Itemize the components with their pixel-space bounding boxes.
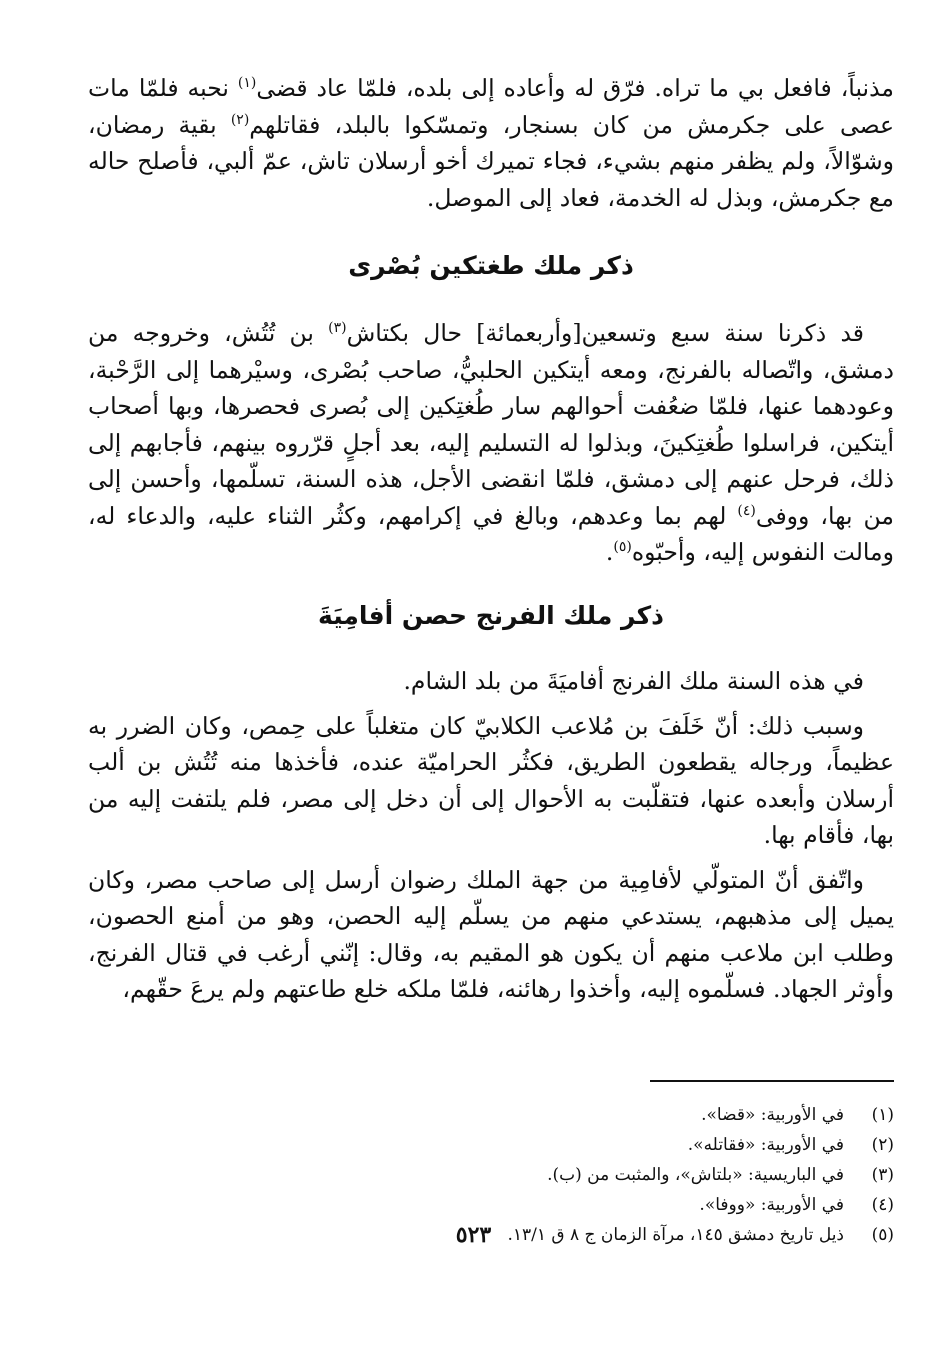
afamiya-cause-paragraph: وسبب ذلك: أنّ خَلَفَ بن مُلاعب الكلابيّ كان متغلباً على حِمص، وكان الضرر به عظيماً، ورجاله يقطعون الطريق، فكثُر الحراميّة عنده، فأخذها منه تُتُش بن ألب أرسلان وأبعده عنها، فتقلّبت به الأحوال إلى أن دخل إلى مصر، فلم يلتفت إليه من بها، فأقام بها. [88,711,894,849]
busra-text-4: . [605,538,614,566]
busra-text-3: لهم بما وعدهم، وبالغ في إكرامهم، وكثُر الثناء عليه، والدعاء له، ومالت النفوس إليه، وأحبّوه [88,501,894,566]
intro-text-2: نحبه فلمّا مات عصى على جكرمش من كان بسنجار، وتمسّكوا بالبلد، فقاتلهم [88,74,894,139]
footnote-number: (٤) [871,1195,894,1215]
busra-text-2: بن تُتُش، وخروجه من دمشق، واتّصاله بالفرنج، ومعه أيتكين الحلبيُّ، صاحب بُصْرى، وسيْرهما إلى الرَّحْبة، وعودهما عنها، فلمّا ضعُفت أحوالهم سار طُغتِكين إلى بُصرى فحصرها، وبها أصحاب أيتكين، فراسلوا طُغتِكينَ، وبذلوا له التسليم إليه، بعد أجلٍ قرّروه بينهم، فأجابهم إلى ذلك، فرحل عنهم إلى دمشق، فلمّا انقضى الأجل، هذه السنة، تسلّمها، وأحسن إلى من بها، ووفى [88,319,894,530]
afamiya-intro-paragraph: في هذه السنة ملك الفرنج أفاميَةَ من بلد الشام. [403,667,864,695]
intro-text-1: مذنباً، فافعل بي ما تراه. فرّق له وأعاده إلى بلده، فلمّا عاد قضى [256,74,894,102]
footnote-text: في الأوربية: «فقاتله». [687,1135,844,1155]
footnote-text: ذيل تاريخ دمشق ١٤٥، مرآة الزمان ج ٨ ق ١٣/١. [507,1225,844,1245]
footnote-text: في الأوربية: «ووفا». [699,1195,844,1215]
page-number: ٥٢٣ [455,1222,492,1248]
intro-text-3: بقية رمضان، وشوّالاً، ولم يظفر منهم بشيء، فجاء تميرك أخو أرسلان تاش، عمّ ألبي، فأصلح حاله مع جكرمش، وبذل له الخدمة، فعاد إلى الموصل. [88,110,894,212]
footnote-ref-2: (٢) [230,111,250,128]
footnote-item [88,1100,894,1130]
footnote-item [88,1160,894,1190]
page-body [88,70,894,1008]
footnote-item [88,1130,894,1160]
footnote-ref-3: (٣) [328,320,347,337]
footnote-number: (٣) [871,1165,894,1185]
footnote-number: (٢) [871,1135,894,1155]
footnote-text: في الباريسية: «بلتاش»، والمثبت من (ب). [547,1165,844,1185]
footnote-text: في الأوربية: «قضا». [701,1105,844,1125]
section-heading-busra: ذكر ملك طغتكين بُصْرى [348,251,634,280]
footnote-ref-1: (١) [237,75,257,92]
intro-paragraph [88,70,894,216]
busra-paragraph [88,315,894,571]
footnote-ref-5: (٥) [613,539,632,556]
footnote-divider [650,1080,894,1082]
section-heading-afamiya: ذكر ملك الفرنج حصن أفامِيَةَ [318,601,664,630]
busra-text-1: قد ذكرنا سنة سبع وتسعين[وأربعمائة] حال بكتاش [346,319,865,347]
afamiya-events-paragraph: واتّفق أنّ المتولّي لأفامِية من جهة الملك رضوان أرسل إلى صاحب مصر، وكان يميل إلى مذهبهم، يستدعي منهم من يسلّم إليه الحصن، وهو من أمنع الحصون، وطلب ابن ملاعب منهم أن يكون هو المقيم به، وقال: إنّني أرغب في قتال الفرنج، وأوثر الجهاد. فسلّموه إليه، وأخذوا رهائنه، فلمّا ملكه خلع طاعتهم ولم يرعَ حقّهم، [88,865,894,1003]
footnote-number: (١) [871,1105,894,1125]
footnote-ref-4: (٤) [737,502,756,519]
footnote-item [88,1190,894,1220]
footnote-number: (٥) [871,1225,894,1245]
